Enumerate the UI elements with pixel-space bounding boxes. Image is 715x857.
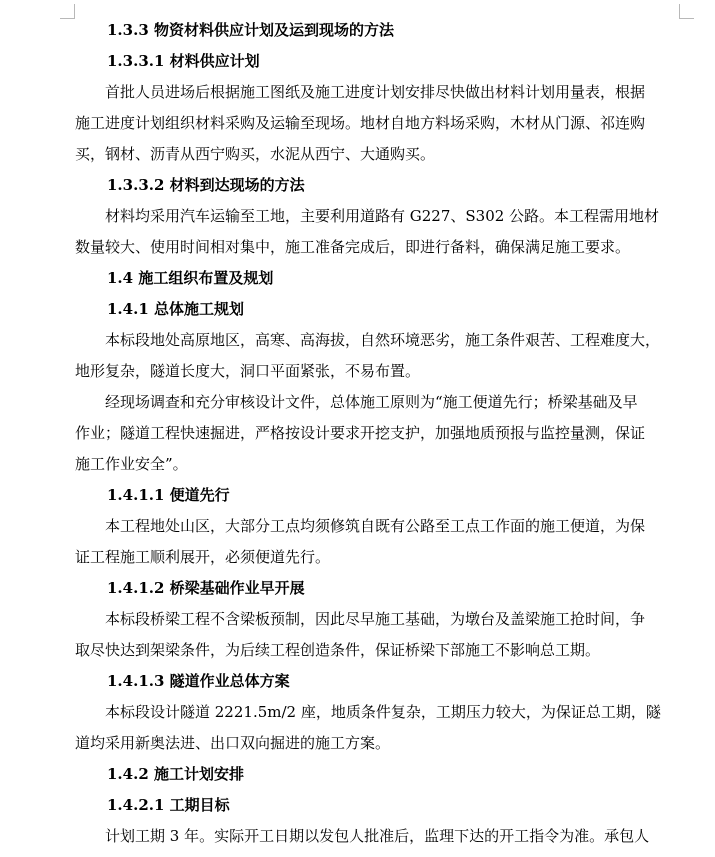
heading-text: 1.4.1.1 便道先行 bbox=[107, 486, 230, 504]
section-heading bbox=[75, 480, 679, 511]
document-body bbox=[75, 15, 679, 852]
section-heading bbox=[75, 759, 679, 790]
heading-text: 1.4.1.3 隧道作业总体方案 bbox=[107, 672, 290, 690]
crop-mark-top-left bbox=[60, 4, 75, 19]
body-paragraph bbox=[75, 325, 679, 387]
paragraph-line: 本标段地处高原地区，高寒、高海拔，自然环境恶劣，施工条件艰苦、工程难度大， bbox=[105, 331, 661, 349]
heading-text: 1.4.2 施工计划安排 bbox=[107, 765, 244, 783]
paragraph-line: 本标段桥梁工程不含梁板预制，因此尽早施工基础，为墩台及盖梁施工抢时间，争 bbox=[105, 610, 646, 628]
paragraph-line: 首批人员进场后根据施工图纸及施工进度计划安排尽快做出材料计划用量表，根据 bbox=[105, 83, 646, 101]
body-paragraph bbox=[75, 387, 679, 480]
heading-text: 1.4 施工组织布置及规划 bbox=[107, 269, 274, 287]
section-heading bbox=[75, 573, 679, 604]
heading-text: 1.3.3.1 材料供应计划 bbox=[107, 52, 260, 70]
section-heading bbox=[75, 790, 679, 821]
paragraph-line: 材料均采用汽车运输至工地，主要利用道路有 G227、S302 公路。本工程需用地材 bbox=[105, 207, 660, 225]
body-paragraph bbox=[75, 511, 679, 573]
heading-text: 1.3.3.2 材料到达现场的方法 bbox=[107, 176, 305, 194]
paragraph-line: 经现场调查和充分审核设计文件，总体施工原则为“施工便道先行；桥梁基础及早 bbox=[105, 393, 638, 411]
section-heading bbox=[75, 46, 679, 77]
body-paragraph bbox=[75, 697, 679, 759]
section-heading bbox=[75, 263, 679, 294]
crop-mark-top-right bbox=[679, 4, 694, 19]
paragraph-line: 买，钢材、沥青从西宁购买，水泥从西宁、大通购买。 bbox=[75, 145, 436, 163]
paragraph-line: 施工进度计划组织材料采购及运输至现场。地材自地方料场采购，木材从门源、祁连购 bbox=[75, 114, 646, 132]
paragraph-line: 取尽快达到架梁条件，为后续工程创造条件，保证桥梁下部施工不影响总工期。 bbox=[75, 641, 601, 659]
body-paragraph bbox=[75, 77, 679, 170]
paragraph-line: 数量较大、使用时间相对集中，施工准备完成后，即进行备料，确保满足施工要求。 bbox=[75, 238, 631, 256]
body-paragraph bbox=[75, 201, 679, 263]
body-paragraph bbox=[75, 604, 679, 666]
section-heading bbox=[75, 666, 679, 697]
paragraph-line: 本工程地处山区，大部分工点均须修筑自既有公路至工点工作面的施工便道，为保 bbox=[105, 517, 646, 535]
paragraph-line: 作业；隧道工程快速掘进，严格按设计要求开挖支护，加强地质预报与监控量测，保证 bbox=[75, 424, 646, 442]
paragraph-line: 证工程施工顺利展开，必须便道先行。 bbox=[75, 548, 331, 566]
paragraph-line: 地形复杂，隧道长度大，洞口平面紧张，不易布置。 bbox=[75, 362, 421, 380]
paragraph-line: 计划工期 3 年。实际开工日期以发包人批准后，监理下达的开工指令为准。承包人 bbox=[105, 827, 650, 845]
heading-text: 1.4.2.1 工期目标 bbox=[107, 796, 230, 814]
paragraph-line: 道均采用新奥法进、出口双向掘进的施工方案。 bbox=[75, 734, 391, 752]
section-heading bbox=[75, 294, 679, 325]
heading-text: 1.4.1.2 桥梁基础作业早开展 bbox=[107, 579, 305, 597]
body-paragraph bbox=[75, 821, 679, 852]
paragraph-line: 本标段设计隧道 2221.5m/2 座，地质条件复杂，工期压力较大，为保证总工期，隧 bbox=[105, 703, 661, 721]
heading-text: 1.3.3 物资材料供应计划及运到现场的方法 bbox=[107, 21, 394, 39]
paragraph-line: 施工作业安全”。 bbox=[75, 455, 188, 473]
section-heading bbox=[75, 15, 679, 46]
heading-text: 1.4.1 总体施工规划 bbox=[107, 300, 244, 318]
section-heading bbox=[75, 170, 679, 201]
